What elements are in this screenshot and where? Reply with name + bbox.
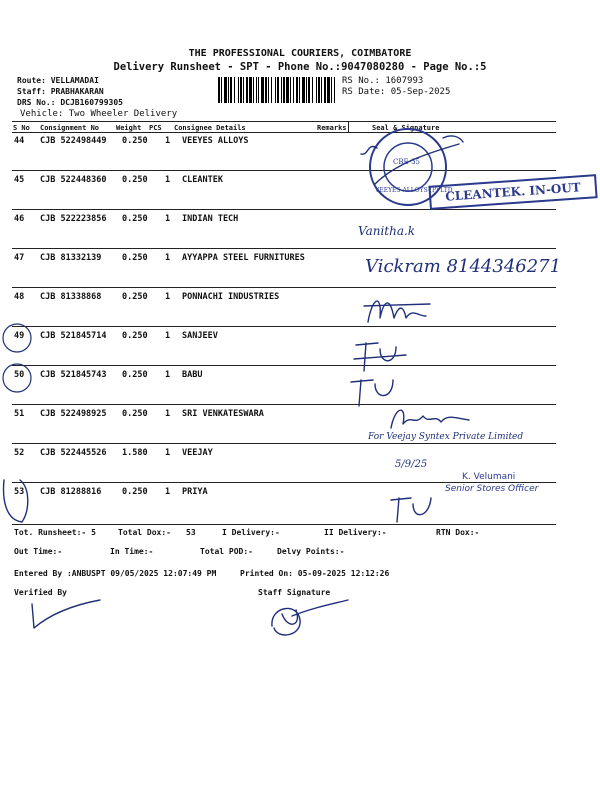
seal-outer-text: VEEYES ALLOYS (P) LTD bbox=[375, 187, 453, 194]
velumani-name: K. Velumani bbox=[462, 472, 516, 482]
cell-sno: 50 bbox=[14, 370, 25, 380]
col-divider bbox=[348, 121, 349, 132]
cell-consignment: CJB 522498449 bbox=[40, 136, 107, 146]
col-sno: S No bbox=[13, 124, 30, 132]
cell-sno: 49 bbox=[14, 331, 25, 341]
signature-ponnachi bbox=[360, 288, 440, 328]
cell-weight: 0.250 bbox=[122, 292, 148, 302]
cell-pcs: 1 bbox=[165, 331, 171, 341]
cell-weight: 1.580 bbox=[122, 448, 148, 458]
staff-signature bbox=[262, 596, 352, 646]
cell-pcs: 1 bbox=[165, 136, 171, 146]
printed-on: Printed On: 05-09-2025 12:12:26 bbox=[240, 569, 390, 578]
cell-pcs: 1 bbox=[165, 487, 171, 497]
seal-inner-text: CBE-35 bbox=[393, 158, 421, 166]
in-time-label: In Time:- bbox=[110, 547, 154, 556]
velumani-role: Senior Stores Officer bbox=[445, 484, 539, 494]
staff-signature-label: Staff Signature bbox=[258, 588, 331, 597]
signature-sanjeev bbox=[350, 335, 410, 375]
verified-by-label: Verified By bbox=[14, 588, 67, 597]
cell-sno: 44 bbox=[14, 136, 25, 146]
col-weight: Weight bbox=[116, 124, 142, 132]
cell-pcs: 1 bbox=[165, 253, 171, 263]
cell-consignee: VEEJAY bbox=[182, 448, 213, 458]
cleantek-stamp-text: CLEANTEK. IN-OUT bbox=[444, 180, 582, 204]
i-delivery-label: I Delivery:- bbox=[222, 528, 280, 537]
table-row bbox=[0, 288, 600, 327]
table-top-rule bbox=[12, 121, 556, 122]
cell-pcs: 1 bbox=[165, 292, 171, 302]
verifier-signature bbox=[28, 596, 108, 636]
cell-sno: 51 bbox=[14, 409, 25, 419]
cell-consignee: INDIAN TECH bbox=[182, 214, 239, 224]
cell-weight: 0.250 bbox=[122, 214, 148, 224]
cell-consignee: PRIYA bbox=[182, 487, 208, 497]
cell-pcs: 1 bbox=[165, 448, 171, 458]
cell-sno: 47 bbox=[14, 253, 25, 263]
cell-consignment: CJB 81332139 bbox=[40, 253, 102, 263]
cell-consignee: CLEANTEK bbox=[182, 175, 223, 185]
table-row bbox=[0, 366, 600, 405]
table-row bbox=[0, 327, 600, 366]
col-consignee: Consignee Details bbox=[174, 124, 246, 132]
cell-consignee: VEEYES ALLOYS bbox=[182, 136, 249, 146]
drs-label: DRS No.: DCJB160799305 bbox=[17, 98, 123, 107]
table-bottom-rule bbox=[12, 524, 556, 525]
signature-vickram: Vickram 8144346271 bbox=[365, 256, 562, 277]
cell-sno: 48 bbox=[14, 292, 25, 302]
cell-pcs: 1 bbox=[165, 409, 171, 419]
cell-consignment: CJB 522445526 bbox=[40, 448, 107, 458]
cell-weight: 0.250 bbox=[122, 175, 148, 185]
cell-weight: 0.250 bbox=[122, 136, 148, 146]
table-row bbox=[0, 132, 600, 171]
cell-consignment: CJB 521845743 bbox=[40, 370, 107, 380]
row-circles bbox=[0, 310, 40, 530]
table-row bbox=[0, 210, 600, 249]
out-time-label: Out Time:- bbox=[14, 547, 63, 556]
cell-consignee: AYYAPPA STEEL FURNITURES bbox=[182, 253, 305, 263]
cell-consignment: CJB 522498925 bbox=[40, 409, 107, 419]
signature-priya bbox=[385, 492, 445, 524]
cell-sno: 45 bbox=[14, 175, 25, 185]
ii-delivery-label: II Delivery:- bbox=[324, 528, 387, 537]
total-dox-label: Total Dox:- bbox=[118, 528, 171, 537]
total-dox-value: 53 bbox=[186, 528, 196, 537]
cell-weight: 0.250 bbox=[122, 409, 148, 419]
cell-sno: 52 bbox=[14, 448, 25, 458]
signature-venkateswara bbox=[385, 400, 475, 436]
cell-consignment: CJB 521845714 bbox=[40, 331, 107, 341]
cell-sno: 53 bbox=[14, 487, 25, 497]
cell-consignment: CJB 522448360 bbox=[40, 175, 107, 185]
cell-weight: 0.250 bbox=[122, 331, 148, 341]
cell-weight: 0.250 bbox=[122, 370, 148, 380]
cell-consignee: SANJEEV bbox=[182, 331, 218, 341]
col-pcs: PCS bbox=[149, 124, 162, 132]
veejay-date: 5/9/25 bbox=[395, 459, 428, 470]
cell-pcs: 1 bbox=[165, 370, 171, 380]
cell-pcs: 1 bbox=[165, 214, 171, 224]
cell-sno: 46 bbox=[14, 214, 25, 224]
col-remarks: Remarks bbox=[317, 124, 347, 132]
cell-weight: 0.250 bbox=[122, 487, 148, 497]
cell-consignee: SRI VENKATESWARA bbox=[182, 409, 264, 419]
barcode-icon bbox=[218, 77, 336, 103]
rs-number: RS No.: 1607993 bbox=[342, 76, 424, 86]
veejay-stamp-text: For Veejay Syntex Private Limited bbox=[368, 432, 524, 442]
col-consignment: Consignment No bbox=[40, 124, 100, 132]
tot-runsheet: Tot. Runsheet:- 5 bbox=[14, 528, 96, 537]
cell-consignee: PONNACHI INDUSTRIES bbox=[182, 292, 280, 302]
entered-by: Entered By :ANBUSPT 09/05/2025 12:07:49 PM bbox=[14, 569, 217, 578]
cell-consignment: CJB 81288816 bbox=[40, 487, 102, 497]
cell-consignee: BABU bbox=[182, 370, 203, 380]
cell-consignment: CJB 81338868 bbox=[40, 292, 102, 302]
cell-weight: 0.250 bbox=[122, 253, 148, 263]
route-label: Route: VELLAMADAI bbox=[17, 76, 99, 85]
staff-label: Staff: PRABHAKARAN bbox=[17, 87, 104, 96]
cell-consignment: CJB 522223856 bbox=[40, 214, 107, 224]
runsheet-subtitle: Delivery Runsheet - SPT - Phone No.:9047080280 - Page No.:5 bbox=[113, 61, 487, 73]
company-title: THE PROFESSIONAL COURIERS, COIMBATORE bbox=[188, 48, 412, 59]
cell-pcs: 1 bbox=[165, 175, 171, 185]
rtn-dox-label: RTN Dox:- bbox=[436, 528, 480, 537]
total-pod-label: Total POD:- bbox=[200, 547, 253, 556]
delvy-points-label: Delvy Points:- bbox=[277, 547, 345, 556]
signature-vanitha: Vanitha.k bbox=[358, 224, 416, 238]
vehicle-label: Vehicle: Two Wheeler Delivery bbox=[20, 109, 178, 119]
col-seal: Seal & Signature bbox=[372, 124, 440, 132]
rs-date: RS Date: 05-Sep-2025 bbox=[342, 87, 451, 97]
